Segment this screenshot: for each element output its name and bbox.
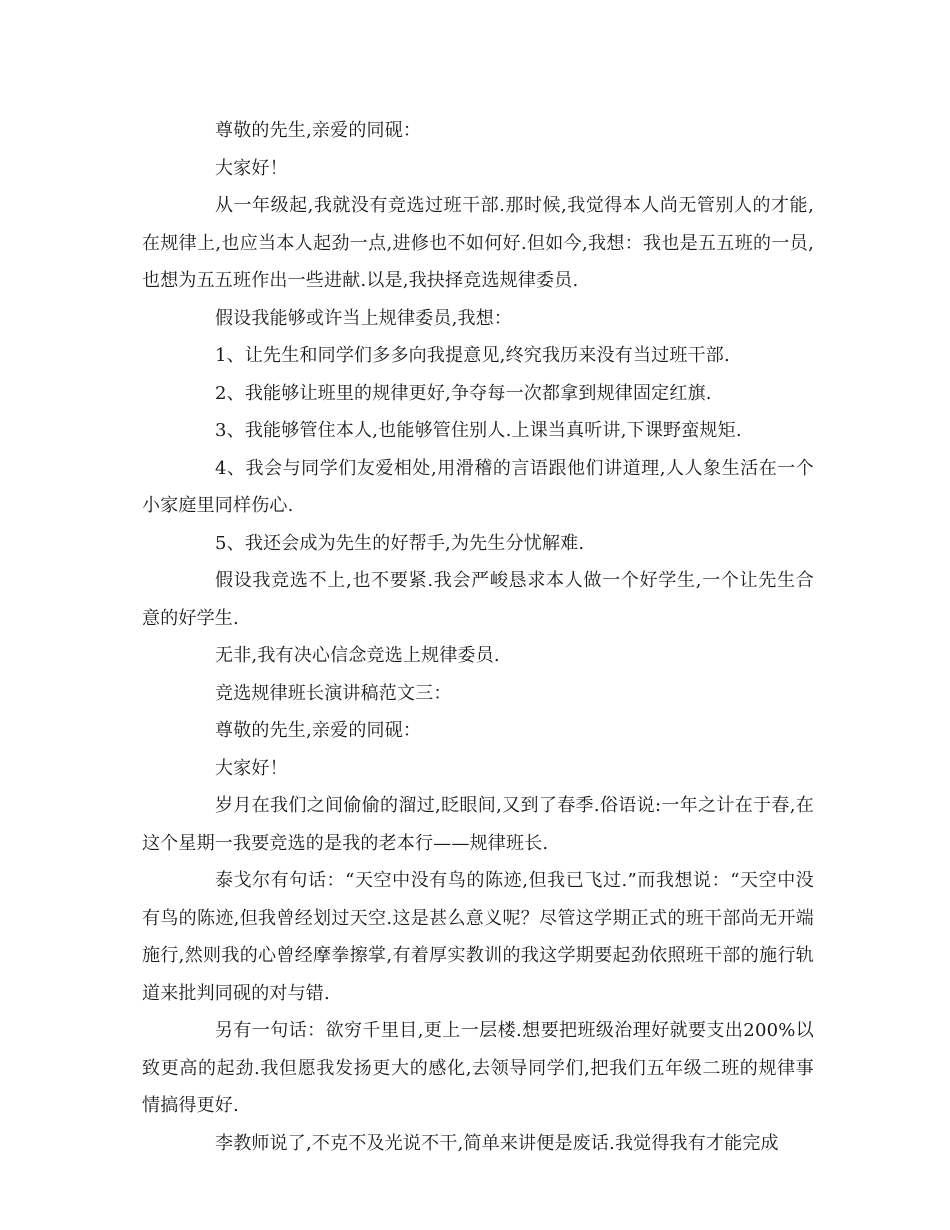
document-body [142, 112, 814, 1162]
paragraph-resolve: 无非,我有决心信念竞选上规律委员. [215, 645, 500, 666]
list-item-4: 4、我会与同学们友爱相处,用滑稽的言语跟他们讲道理,人人象生活在一个小家庭里同样伤心. [142, 457, 814, 516]
section-heading: 竞选规律班长演讲稿范文三： [215, 682, 452, 704]
list-item-1: 1、让先生和同学们多多向我提意见,终究我历来没有当过班干部. [215, 345, 730, 366]
paragraph-intro: 从一年级起,我就没有竞选过班干部.那时候,我觉得本人尚无管别人的才能,在规律上,也应当本人起劲一点,进修也不如何好.但如今,我想：我也是五五班的一员,也想为五五班作出一些进献.以是,我抉择竞选规律委员. [142, 195, 814, 291]
paragraph-season: 岁月在我们之间偷偷的溜过,眨眼间,又到了春季.俗语说:一年之计在于春,在这个星期一我要竞选的是我的老本行——规律班长. [142, 795, 814, 854]
list-item-3: 3、我能够管住本人,也能够管住别人.上课当真听讲,下课野蛮规矩. [215, 420, 742, 441]
list-item-2: 2、我能够让班里的规律更好,争夺每一次都拿到规律固定红旗. [215, 382, 712, 404]
paragraph-greeting: 尊敬的先生,亲爱的同砚： [215, 120, 422, 141]
paragraph-fallback: 假设我竞选不上,也不要紧.我会严峻恳求本人做一个好学生,一个让先生合意的好学生. [142, 570, 814, 629]
paragraph-effort: 另有一句话：欲穷千里目,更上一层楼.想要把班级治理好就要支出200%以致更高的起劲.我但愿我发扬更大的感化,去领导同学们,把我们五年级二班的规律事情搞得更好. [142, 1020, 814, 1116]
paragraph-teacher: 李教师说了,不克不及光说不干,简单来讲便是废话.我觉得我有才能完成 [215, 1132, 779, 1154]
paragraph-greeting-2: 尊敬的先生,亲爱的同砚： [215, 720, 422, 741]
paragraph-plan-lead: 假设我能够或许当上规律委员,我想： [215, 307, 513, 329]
paragraph-hello-2: 大家好！ [215, 757, 288, 779]
paragraph-hello: 大家好！ [215, 157, 288, 179]
paragraph-tagore: 泰戈尔有句话：“天空中没有鸟的陈迹,但我已飞过.”而我想说：“天空中没有鸟的陈迹,但我曾经划过天空.这是甚么意义呢？尽管这学期正式的班干部尚无开端施行,然则我的心曾经摩拳擦掌,有着厚实教训的我这学期要起劲依照班干部的施行轨道来批判同砚的对与错. [142, 870, 814, 1004]
list-item-5: 5、我还会成为先生的好帮手,为先生分忧解难. [215, 532, 585, 554]
